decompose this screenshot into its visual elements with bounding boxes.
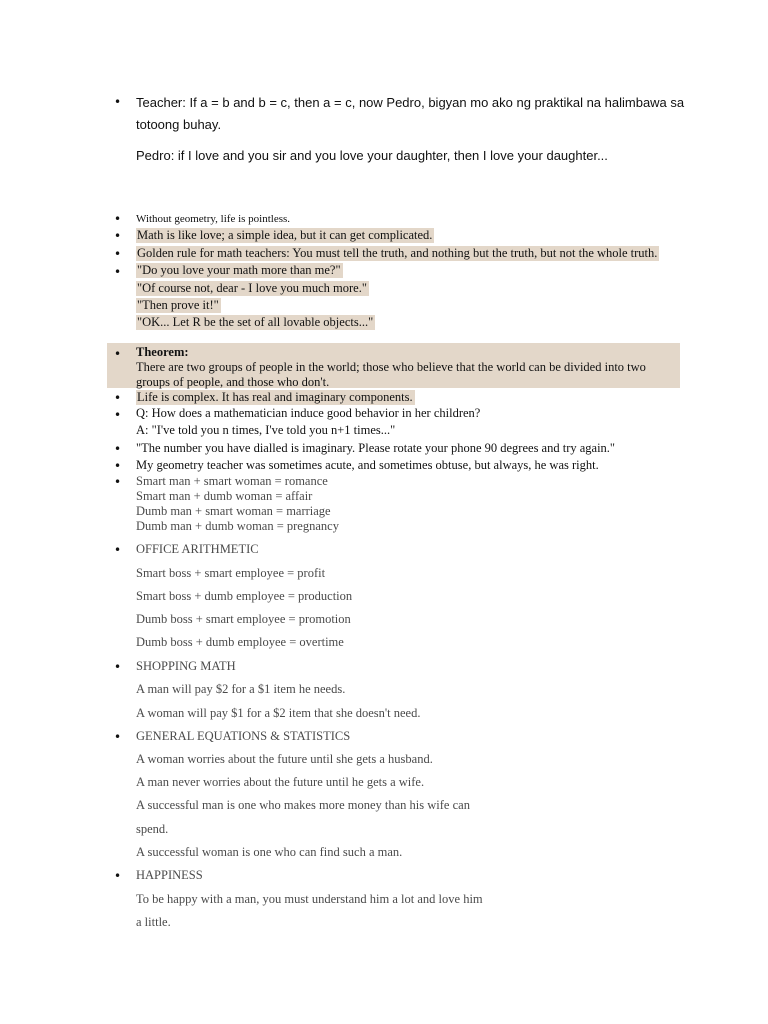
bullet: •	[114, 475, 122, 489]
shopping-line-2: A woman will pay $1 for a $2 item that she doesn't need.	[136, 706, 421, 720]
office-heading: OFFICE ARITHMETIC	[136, 542, 259, 556]
happiness-line-1: To be happy with a man, you must understand him a lot and love him	[136, 892, 483, 906]
bullet: •	[114, 660, 122, 674]
pedro-answer: Pedro: if I love and you sir and you love your daughter, then I love your daughter...	[136, 148, 608, 163]
dialog-line-4: "OK... Let R be the set of all lovable objects..."	[137, 315, 374, 329]
bullet: •	[114, 391, 122, 405]
romance-line-1: Smart man + smart woman = romance	[136, 474, 328, 488]
office-line-4: Dumb boss + dumb employee = overtime	[136, 635, 344, 649]
bullet: •	[114, 265, 122, 279]
bullet: •	[114, 442, 122, 456]
bullet: •	[114, 347, 122, 361]
general-line-1: A woman worries about the future until she gets a husband.	[136, 752, 433, 766]
theorem-line-2: groups of people, and those who don't.	[136, 375, 330, 389]
joke-answer: A: "I've told you n times, I've told you n+1 times..."	[136, 423, 396, 437]
general-line-2: A man never worries about the future until he gets a wife.	[136, 775, 425, 789]
joke-question: Q: How does a mathematician induce good behavior in her children?	[136, 406, 481, 420]
joke-phone: "The number you have dialled is imaginary. Please rotate your phone 90 degrees and try again."	[136, 441, 616, 455]
general-line-3: A successful man is one who makes more money than his wife can	[136, 798, 470, 812]
dialog-line-2: "Of course not, dear - I love you much more."	[137, 281, 367, 295]
romance-line-4: Dumb man + dumb woman = pregnancy	[136, 519, 339, 533]
dialog-line-1: "Do you love your math more than me?"	[137, 263, 341, 277]
office-line-2: Smart boss + dumb employee = production	[136, 589, 353, 603]
teacher-line-1: Teacher: If a = b and b = c, then a = c, now Pedro, bigyan mo ako ng praktikal na halimbawa sa	[136, 95, 685, 110]
general-heading: GENERAL EQUATIONS & STATISTICS	[136, 729, 351, 743]
shopping-heading: SHOPPING MATH	[136, 659, 236, 673]
bullet: •	[114, 229, 122, 243]
shopping-line-1: A man will pay $2 for a $1 item he needs.	[136, 682, 346, 696]
dialog-line-3: "Then prove it!"	[137, 298, 219, 312]
joke-geometry: Without geometry, life is pointless.	[136, 213, 291, 225]
office-line-3: Dumb boss + smart employee = promotion	[136, 612, 351, 626]
theorem-title: Theorem:	[136, 345, 189, 359]
bullet: •	[114, 730, 122, 744]
romance-line-2: Smart man + dumb woman = affair	[136, 489, 313, 503]
bullet: •	[114, 459, 122, 473]
joke-complex: Life is complex. It has real and imaginary components.	[137, 390, 413, 404]
joke-golden-rule: Golden rule for math teachers: You must tell the truth, and nothing but the truth, but not the whole truth.	[137, 246, 658, 260]
bullet: •	[114, 95, 122, 109]
romance-line-3: Dumb man + smart woman = marriage	[136, 504, 331, 518]
bullet: •	[114, 247, 122, 261]
office-line-1: Smart boss + smart employee = profit	[136, 566, 326, 580]
bullet: •	[114, 543, 122, 557]
happiness-line-2: a little.	[136, 915, 171, 929]
happiness-heading: HAPPINESS	[136, 868, 203, 882]
joke-love: Math is like love; a simple idea, but it can get complicated.	[137, 228, 433, 242]
bullet: •	[114, 408, 122, 422]
theorem-line-1: There are two groups of people in the world; those who believe that the world can be divided into two	[136, 360, 646, 374]
joke-geometry-teacher: My geometry teacher was sometimes acute, and sometimes obtuse, but always, he was right.	[136, 458, 599, 472]
general-line-4: spend.	[136, 822, 169, 836]
bullet: •	[114, 212, 122, 226]
bullet: •	[114, 869, 122, 883]
general-line-5: A successful woman is one who can find such a man.	[136, 845, 403, 859]
teacher-line-2: totoong buhay.	[136, 117, 222, 132]
